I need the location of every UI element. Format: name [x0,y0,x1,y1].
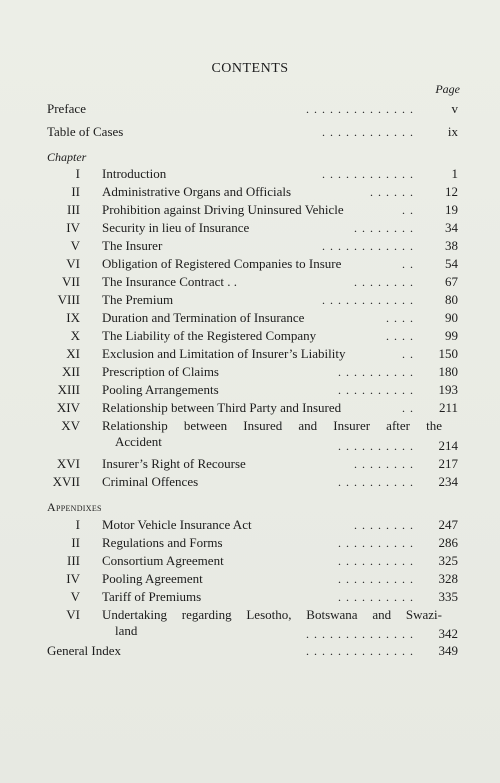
appendix-number: III [67,553,80,568]
leader-dots: . . . . . . . . . . [338,554,414,568]
chapter-number: XVI [56,456,80,471]
chapter-number: VI [66,256,80,271]
leader-dots: . . . . . . . . . . [338,536,414,550]
entry-page: 342 [438,626,458,641]
toc-entry-chapter [0,399,500,417]
appendix-number: V [70,589,80,604]
chapter-number: I [75,166,80,181]
entry-page: 34 [445,220,458,235]
leader-dots: . . [402,347,414,361]
toc-entry-chapter [0,455,500,473]
leader-dots: . . [402,203,414,217]
entry-page: 325 [438,553,458,568]
chapter-number: XIV [56,400,80,415]
entry-title-line2: land [115,623,138,638]
entry-title: Duration and Termination of Insurance [102,310,305,325]
toc-entry-appendix [0,516,500,534]
chapter-number: IV [66,220,80,235]
entry-title: The Insurer [102,238,163,253]
entry-title-line1: Relationship between Insured and Insurer after the [102,418,442,433]
entry-title: Motor Vehicle Insurance Act [102,517,252,532]
chapter-number: XII [61,364,80,379]
chapter-number: X [70,328,80,343]
toc-entry-chapter [0,201,500,219]
entry-page: 90 [445,310,458,325]
toc-entry-chapter [0,327,500,345]
leader-dots: . . [402,401,414,415]
chapter-number: V [70,238,80,253]
toc-entry-chapter [0,381,500,399]
entry-page: 67 [445,274,458,289]
toc-entry-chapter [0,473,500,491]
leader-dots: . . . . . . . . [354,221,414,235]
toc-entry-preface [0,100,500,118]
chapter-number: XI [66,346,80,361]
entry-page: 150 [438,346,458,361]
entry-title: Obligation of Registered Companies to Insure [102,256,342,271]
leader-dots: . . . . . . . . . . [338,590,414,604]
entry-page: 214 [438,438,458,453]
entry-page: 54 [445,256,458,271]
toc-entry-chapter-multiline-continued [0,433,500,451]
entry-page: 1 [451,166,458,181]
entry-page: 286 [438,535,458,550]
entry-title: The Liability of the Registered Company [102,328,317,343]
entry-title: Security in lieu of Insurance [102,220,250,235]
toc-entry-chapter [0,255,500,273]
leader-dots: . . . . [386,329,414,343]
entry-title: The Insurance Contract . . [102,274,238,289]
leader-dots: . . . . . . [370,185,414,199]
toc-entry-chapter [0,309,500,327]
leader-dots: . . . . . . . . . . . . . . [306,627,414,641]
entry-title: Preface [47,101,86,116]
leader-dots: . . . . . . . . . . [338,383,414,397]
entry-title: Pooling Arrangements [102,382,219,397]
leader-dots: . . . . . . . . [354,275,414,289]
leader-dots: . . . . . . . . . . . . . . [306,644,414,658]
entry-title: Exclusion and Limitation of Insurer’s Liability [102,346,346,361]
toc-entry-appendix-multiline-continued [0,622,500,640]
toc-entry-chapter [0,183,500,201]
leader-dots: . . . . . . . . . . [338,365,414,379]
toc-entry-chapter [0,219,500,237]
toc-entry-chapter [0,165,500,183]
chapter-number: II [71,184,80,199]
leader-dots: . . . . . . . . . . . . [322,125,414,139]
chapter-number: XVII [52,474,80,489]
entry-title: Criminal Offences [102,474,199,489]
toc-entry-chapter [0,291,500,309]
toc-entry-general-index [0,642,500,660]
entry-title: Regulations and Forms [102,535,223,550]
entry-page: 38 [445,238,458,253]
chapter-number: VII [61,274,80,289]
toc-entry-chapter [0,345,500,363]
leader-dots: . . . . . . . . . . . . . . [306,102,414,116]
chapter-label: Chapter [47,150,87,164]
toc-entry-appendix [0,570,500,588]
leader-dots: . . . . . . . . . . [338,572,414,586]
entry-title-line1: Undertaking regarding Lesotho, Botswana and Swazi- [102,607,442,622]
toc-entry-appendix [0,534,500,552]
chapter-number: III [67,202,80,217]
entry-page: 193 [438,382,458,397]
toc-entry-chapter [0,363,500,381]
entry-title-line2: Accident [115,434,162,449]
entry-page: 349 [438,643,458,658]
entry-page: ix [447,124,458,139]
entry-title: Insurer’s Right of Recourse [102,456,246,471]
leader-dots: . . . . [386,311,414,325]
entry-page: 180 [438,364,458,379]
leader-dots: . . . . . . . . . . . . [322,167,414,181]
chapter-number: IX [66,310,80,325]
appendixes-label: Appendixes [47,500,102,514]
leader-dots: . . . . . . . . [354,518,414,532]
entry-page: 217 [438,456,458,471]
appendix-number: VI [66,607,80,622]
chapter-number: VIII [57,292,80,307]
entry-title: Introduction [102,166,167,181]
toc-entry-chapter [0,273,500,291]
page-column-label: Page [435,82,460,96]
appendix-number: IV [66,571,80,586]
entry-title: Prescription of Claims [102,364,219,379]
entry-title: Relationship between Third Party and Insured [102,400,342,415]
leader-dots: . . . . . . . . . . . . [322,239,414,253]
toc-entry-table-of-cases [0,123,500,141]
entry-page: v [451,101,458,116]
entry-title: Table of Cases [47,124,124,139]
entry-page: 80 [445,292,458,307]
entry-page: 19 [445,202,458,217]
entry-title: Consortium Agreement [102,553,224,568]
entry-page: 335 [438,589,458,604]
toc-entry-chapter [0,237,500,255]
appendix-number: I [75,517,80,532]
toc-entry-appendix [0,588,500,606]
leader-dots: . . [402,257,414,271]
entry-page: 99 [445,328,458,343]
entry-page: 211 [438,400,458,415]
contents-heading: CONTENTS [211,61,289,76]
leader-dots: . . . . . . . . . . [338,475,414,489]
leader-dots: . . . . . . . . . . . . [322,293,414,307]
entry-page: 247 [438,517,458,532]
entry-title: Tariff of Premiums [102,589,202,604]
chapter-number: XIII [57,382,80,397]
entry-title: Prohibition against Driving Uninsured Vehicle [102,202,344,217]
toc-entry-appendix [0,552,500,570]
chapter-number: XV [61,418,80,433]
entry-title: The Premium [102,292,174,307]
leader-dots: . . . . . . . . [354,457,414,471]
entry-title: General Index [47,643,121,658]
entry-title: Administrative Organs and Officials [102,184,292,199]
entry-page: 12 [445,184,458,199]
appendix-number: II [71,535,80,550]
entry-title: Pooling Agreement [102,571,203,586]
entry-page: 328 [438,571,458,586]
entry-page: 234 [438,474,458,489]
leader-dots: . . . . . . . . . . [338,439,414,453]
